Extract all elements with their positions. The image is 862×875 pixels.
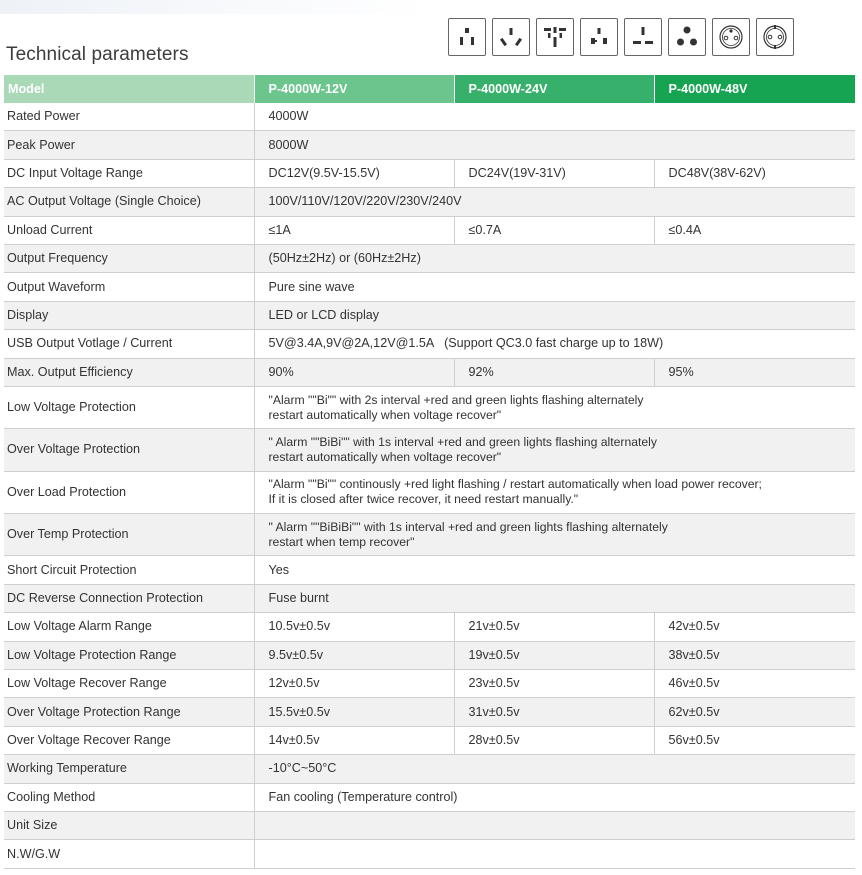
- table-row: [4, 783, 855, 811]
- row-label: USB Output Votlage / Current: [4, 330, 254, 358]
- row-value: [254, 386, 855, 428]
- value-12v: 15.5v±0.5v: [254, 698, 454, 726]
- socket-icon-row: [448, 18, 800, 56]
- row-label: Peak Power: [4, 131, 254, 159]
- value-48v: 56v±0.5v: [654, 726, 855, 754]
- row-label: AC Output Voltage (Single Choice): [4, 188, 254, 216]
- row-label: Display: [4, 301, 254, 329]
- row-value: Yes: [254, 556, 855, 584]
- header-model: Model: [4, 75, 254, 103]
- table-row: [4, 811, 855, 839]
- table-row: [4, 755, 855, 783]
- fr-socket-icon: [712, 18, 750, 56]
- value-12v: 90%: [254, 358, 454, 386]
- row-value: [254, 514, 855, 556]
- row-label: Low Voltage Recover Range: [4, 670, 254, 698]
- value-48v: 42v±0.5v: [654, 613, 855, 641]
- value-48v: 95%: [654, 358, 855, 386]
- row-label: Over Voltage Protection Range: [4, 698, 254, 726]
- value-48v: 38v±0.5v: [654, 641, 855, 669]
- header-24v: P-4000W-24V: [454, 75, 654, 103]
- value-12v: 9.5v±0.5v: [254, 641, 454, 669]
- table-row: [4, 514, 855, 556]
- row-value: 100V/110V/120V/220V/230V/240V: [254, 188, 855, 216]
- row-value: 4000W: [254, 103, 855, 131]
- eu-socket-icon: [580, 18, 618, 56]
- in-socket-icon: [668, 18, 706, 56]
- row-label: Over Voltage Recover Range: [4, 726, 254, 754]
- header-row: [4, 75, 855, 103]
- table-row: [4, 216, 855, 244]
- table-row: [4, 244, 855, 272]
- table-row: [4, 471, 855, 513]
- row-label: Cooling Method: [4, 783, 254, 811]
- table-row: [4, 429, 855, 471]
- row-label: Over Load Protection: [4, 471, 254, 513]
- table-row: [4, 330, 855, 358]
- top-decoration: [0, 0, 430, 14]
- row-label: Over Temp Protection: [4, 514, 254, 556]
- row-label: Output Waveform: [4, 273, 254, 301]
- page-title: Technical parameters: [6, 44, 189, 65]
- row-label: Rated Power: [4, 103, 254, 131]
- row-label: Low Voltage Protection: [4, 386, 254, 428]
- row-label: Working Temperature: [4, 755, 254, 783]
- row-value: Pure sine wave: [254, 273, 855, 301]
- value-line-2: If it is closed after twice recover, it need restart manually.": [268, 492, 579, 507]
- value-24v: 23v±0.5v: [454, 670, 654, 698]
- table-row: [4, 840, 855, 868]
- header-48v: P-4000W-48V: [654, 75, 855, 103]
- table-row: [4, 103, 855, 131]
- value-line-2: restart when temp recover": [268, 534, 415, 549]
- row-value: 8000W: [254, 131, 855, 159]
- value-48v: DC48V(38V-62V): [654, 159, 855, 187]
- row-label: Unload Current: [4, 216, 254, 244]
- row-value: Fuse burnt: [254, 584, 855, 612]
- us-socket-icon: [448, 18, 486, 56]
- table-row: [4, 670, 855, 698]
- value-24v: 31v±0.5v: [454, 698, 654, 726]
- row-value: [254, 840, 855, 868]
- row-value: Fan cooling (Temperature control): [254, 783, 855, 811]
- table-row: [4, 698, 855, 726]
- value-line-1: " Alarm ""BiBi"" with 1s interval +red and green lights flashing alternately: [268, 434, 657, 449]
- row-label: N.W/G.W: [4, 840, 254, 868]
- table-row: [4, 386, 855, 428]
- value-line-2: restart automatically when voltage recover": [268, 449, 502, 464]
- row-value: [254, 471, 855, 513]
- row-label: Short Circuit Protection: [4, 556, 254, 584]
- au-socket-icon: [492, 18, 530, 56]
- uk-socket-icon: [624, 18, 662, 56]
- header-12v: P-4000W-12V: [254, 75, 454, 103]
- table-row: [4, 131, 855, 159]
- value-48v: ≤0.4A: [654, 216, 855, 244]
- row-label: DC Reverse Connection Protection: [4, 584, 254, 612]
- row-label: Max. Output Efficiency: [4, 358, 254, 386]
- value-line-2: restart automatically when voltage recover": [268, 407, 502, 422]
- value-12v: DC12V(9.5V-15.5V): [254, 159, 454, 187]
- table-row: [4, 641, 855, 669]
- row-value: [254, 429, 855, 471]
- de-socket-icon: [756, 18, 794, 56]
- row-label: DC Input Voltage Range: [4, 159, 254, 187]
- value-48v: 46v±0.5v: [654, 670, 855, 698]
- row-label: Unit Size: [4, 811, 254, 839]
- value-24v: 28v±0.5v: [454, 726, 654, 754]
- value-24v: 92%: [454, 358, 654, 386]
- value-12v: 10.5v±0.5v: [254, 613, 454, 641]
- table-row: [4, 273, 855, 301]
- value-12v: 14v±0.5v: [254, 726, 454, 754]
- value-24v: 21v±0.5v: [454, 613, 654, 641]
- row-label: Output Frequency: [4, 244, 254, 272]
- table-row: [4, 358, 855, 386]
- row-value: [254, 811, 855, 839]
- value-12v: 12v±0.5v: [254, 670, 454, 698]
- spec-table: [4, 75, 855, 869]
- table-row: [4, 613, 855, 641]
- row-label: Low Voltage Protection Range: [4, 641, 254, 669]
- row-value: 5V@3.4A,9V@2A,12V@1.5A (Support QC3.0 fast charge up to 18W): [254, 330, 855, 358]
- universal-socket-icon: [536, 18, 574, 56]
- value-line-1: "Alarm ""Bi"" continously +red light flashing / restart automatically when load power recover;: [268, 477, 762, 492]
- row-label: Over Voltage Protection: [4, 429, 254, 471]
- row-value: -10°C~50°C: [254, 755, 855, 783]
- table-row: [4, 556, 855, 584]
- table-row: [4, 584, 855, 612]
- value-24v: 19v±0.5v: [454, 641, 654, 669]
- value-12v: ≤1A: [254, 216, 454, 244]
- row-label: Low Voltage Alarm Range: [4, 613, 254, 641]
- table-row: [4, 159, 855, 187]
- row-value: LED or LCD display: [254, 301, 855, 329]
- row-value: (50Hz±2Hz) or (60Hz±2Hz): [254, 244, 855, 272]
- table-row: [4, 188, 855, 216]
- value-24v: DC24V(19V-31V): [454, 159, 654, 187]
- value-24v: ≤0.7A: [454, 216, 654, 244]
- value-48v: 62v±0.5v: [654, 698, 855, 726]
- table-row: [4, 301, 855, 329]
- value-line-1: " Alarm ""BiBiBi"" with 1s interval +red and green lights flashing alternately: [268, 519, 668, 534]
- value-line-1: "Alarm ""Bi"" with 2s interval +red and green lights flashing alternately: [268, 392, 644, 407]
- table-row: [4, 726, 855, 754]
